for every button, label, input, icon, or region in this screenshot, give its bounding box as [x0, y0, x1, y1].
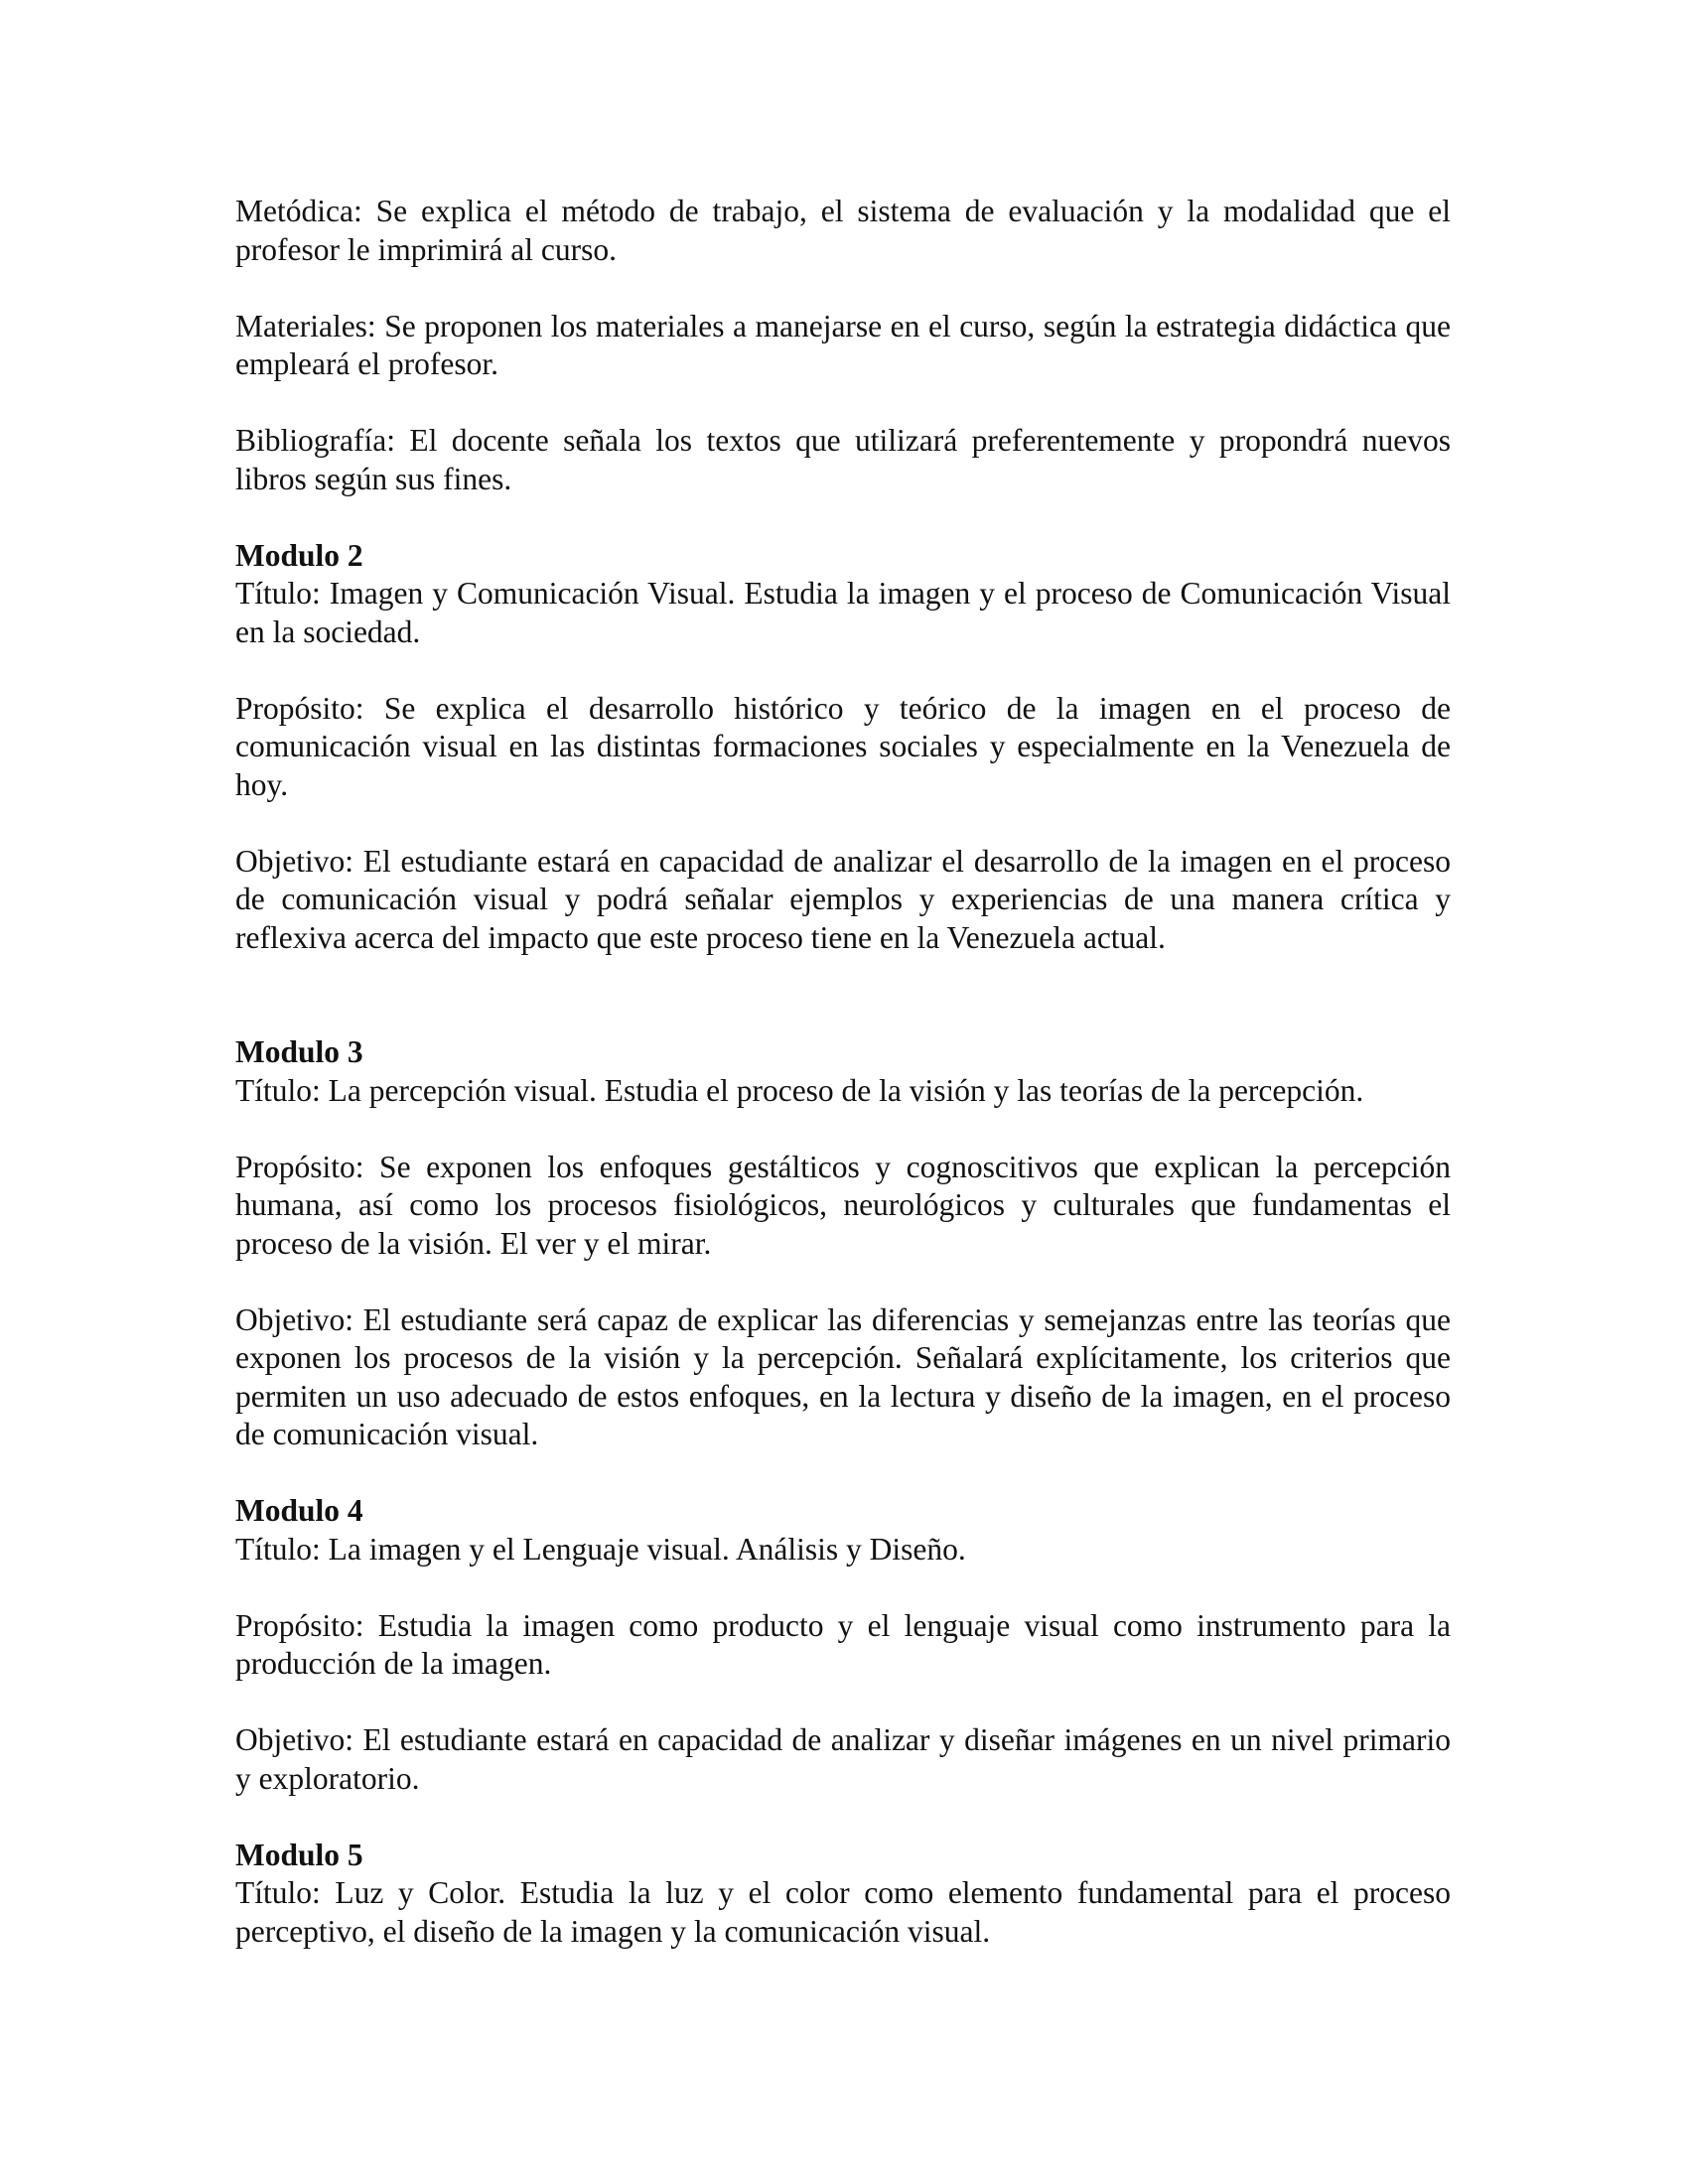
- modulo-5-titulo: Título: Luz y Color. Estudia la luz y el color como elemento fundamental para el proceso perceptivo, el diseño de la imagen y la comunicación visual.: [235, 1875, 1451, 1949]
- materiales-paragraph: Materiales: Se proponen los materiales a manejarse en el curso, según la estrategia didáctica que empleará el profesor.: [235, 308, 1451, 381]
- modulo-4-proposito: Propósito: Estudia la imagen como producto y el lenguaje visual como instrumento para la producción de la imagen.: [235, 1607, 1451, 1681]
- modulo-2-heading: Modulo 2: [235, 537, 363, 573]
- modulo-2-objetivo: Objetivo: El estudiante estará en capacidad de analizar el desarrollo de la imagen en el proceso de comunicación visual y podrá señalar ejemplos y experiencias de una manera crítica y reflexiva acerca del impacto que este proceso tiene en la Venezuela actual.: [235, 843, 1451, 955]
- modulo-3-proposito: Propósito: Se exponen los enfoques gestálticos y cognoscitivos que explican la percepción humana, así como los procesos fisiológicos, neurológicos y culturales que fundamentas el proceso de la visión. El ver y el mirar.: [235, 1149, 1451, 1261]
- modulo-5-heading: Modulo 5: [235, 1837, 363, 1872]
- modulo-4-titulo: Título: La imagen y el Lenguaje visual. Análisis y Diseño.: [235, 1531, 966, 1567]
- document-page: [235, 193, 1451, 1951]
- modulo-4-heading: Modulo 4: [235, 1493, 363, 1528]
- metodica-paragraph: Metódica: Se explica el método de trabajo, el sistema de evaluación y la modalidad que el profesor le imprimirá al curso.: [235, 194, 1451, 267]
- modulo-3-titulo: Título: La percepción visual. Estudia el proceso de la visión y las teorías de la percepción.: [235, 1072, 1364, 1108]
- modulo-2-proposito: Propósito: Se explica el desarrollo histórico y teórico de la imagen en el proceso de comunicación visual en las distintas formaciones sociales y especialmente en la Venezuela de hoy.: [235, 690, 1451, 802]
- modulo-3-objetivo: Objetivo: El estudiante será capaz de explicar las diferencias y semejanzas entre las teorías que exponen los procesos de la visión y la percepción. Señalará explícitamente, los criterios que permiten un uso adecuado de estos enfoques, en la lectura y diseño de la imagen, en el proceso de comunicación visual.: [235, 1301, 1451, 1451]
- modulo-3-heading: Modulo 3: [235, 1034, 363, 1069]
- bibliografia-paragraph: Bibliografía: El docente señala los textos que utilizará preferentemente y propondrá nuevos libros según sus fines.: [235, 423, 1451, 496]
- modulo-4-objetivo: Objetivo: El estudiante estará en capacidad de analizar y diseñar imágenes en un nivel primario y exploratorio.: [235, 1722, 1451, 1796]
- modulo-2-titulo: Título: Imagen y Comunicación Visual. Estudia la imagen y el proceso de Comunicación Visual en la sociedad.: [235, 576, 1451, 649]
